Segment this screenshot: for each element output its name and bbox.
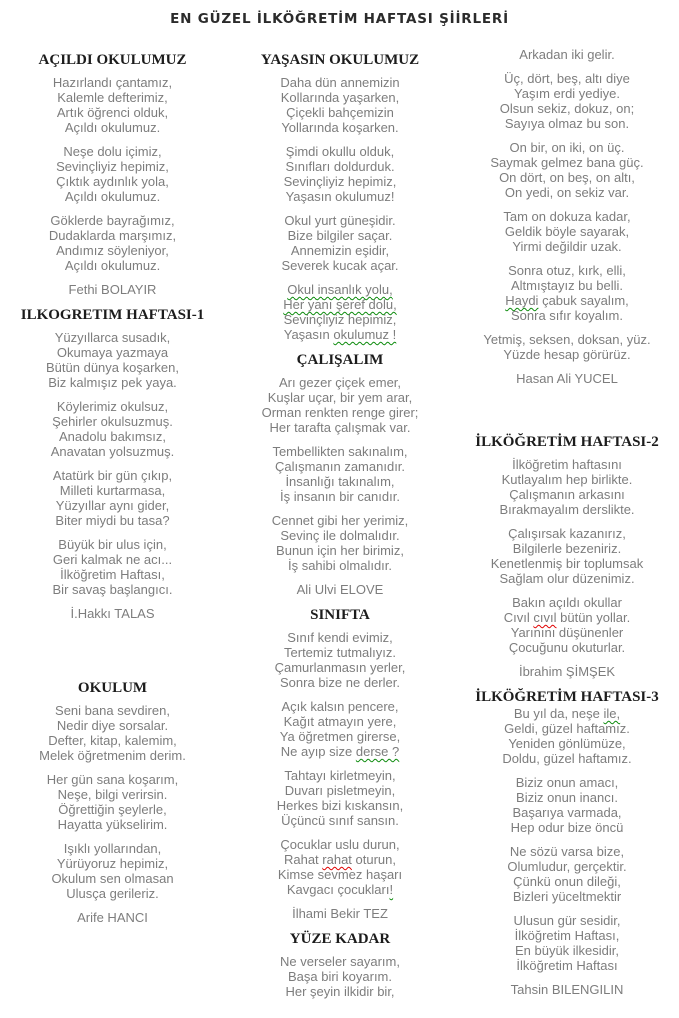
text-segment: oturun, [351,852,397,867]
poem-line: Yaşasın okulumuz! [285,189,395,204]
poem-author: İlhami Bekir TEZ [292,906,388,921]
poem-line: Seni bana sevdiren, [55,703,170,718]
poem-line: En büyük ilkesidir, [514,943,620,958]
poem-column-2 [225,47,455,1008]
poem-line: İlköğretim haftasını [512,457,622,472]
poem-line: Her şeyin ilkidir bir, [285,984,395,999]
stanza [455,844,679,904]
stanza [0,330,225,390]
poem-line: Olsun sekiz, dokuz, on; [499,101,635,116]
poem-line: Açık kalsın pencere, [281,699,399,714]
poem-line: Açıldı okulumuz. [64,120,161,135]
poem-line: Bütün dünya koşarken, [46,360,179,375]
poem-line: Neşe dolu içimiz, [63,144,162,159]
stanza [455,526,679,586]
poem-line: Annemizin eşidir, [290,243,390,258]
stanza [0,399,225,459]
stanza [0,703,225,763]
poem-line: Biziz onun amacı, [515,775,619,790]
poem-line: Olumludur, gerçektir. [507,859,627,874]
poem-line: Çıktık aydınlık yola, [56,174,169,189]
stanza [0,213,225,273]
stanza [225,513,455,573]
stanza [455,706,679,766]
poem-line: Okumaya yazmaya [56,345,169,360]
spellcheck-green-underline: Haydi [505,293,539,308]
poem-line: Anadolu bakımsız, [59,429,166,444]
text-segment: Bu yıl da, neşe [513,706,604,721]
poem-line: Açıldı okulumuz. [64,258,161,273]
poem-line: Büyük bir ulus için, [58,537,167,552]
poem-line: Yüzde hesap görürüz. [503,347,631,362]
stanza [225,699,455,759]
poem-author: Arife HANCI [77,910,148,925]
poem-line: Artık öğrenci olduk, [56,105,169,120]
poem-line: Tertemiz tutmalıyız. [284,645,396,660]
spacer [0,630,225,675]
text-segment: Kavgacı çocukları [286,882,390,897]
poem-line [455,293,679,308]
poem-line [225,327,455,342]
poem-author: İ.Hakkı TALAS [70,606,155,621]
poem-line [225,297,455,312]
poem-line: Tembellikten sakınalım, [272,444,408,459]
poem-title: SINIFTA [310,607,370,623]
spellcheck-green-underline: ! [389,882,394,897]
poem-line [225,852,455,867]
poem-line: Bunun için her birimiz, [276,543,404,558]
poem-line: Bırakmayalım derslikte. [499,502,635,517]
stanza [225,768,455,828]
poem-line: Sağlam olur düzenimiz. [499,571,635,586]
spellcheck-green-underline: Her yanı şeref dolu, [283,297,397,312]
spellcheck-green-underline: ile, [603,706,621,721]
poem-author: Tahsin BILENGILIN [510,982,624,997]
poem-line: İş sahibi olmalıdır. [287,558,393,573]
poem-line: Bilgilerle bezeniriz. [512,541,622,556]
poem-line: Biter miydi bu tasa? [55,513,170,528]
poem-title: AÇILDI OKULUMUZ [38,52,187,68]
poem-title: YAŞASIN OKULUMUZ [260,52,420,68]
poem-line: Melek öğretmenim derim. [39,748,186,763]
poem-line: Çamurlanmasın yerler, [274,660,406,675]
text-segment: Rahat [283,852,323,867]
poem-line: Bizleri yüceltmektir [512,889,622,904]
stanza [0,468,225,528]
poem-line: Sonra otuz, kırk, elli, [508,263,626,278]
poem-line: Öğrettiğin şeylerle, [58,802,167,817]
stanza [455,913,679,973]
poem-author: Fethi BOLAYIR [68,282,157,297]
stanza [455,47,679,62]
poem-line: Çiçekli bahçemizin [286,105,394,120]
poem-line: Üç, dört, beş, altı diye [504,71,630,86]
poem-line: Yüzyıllar aynı gider, [55,498,170,513]
poem-line: Geldi, güzel haftamız. [504,721,630,736]
stanza [455,263,679,323]
poem-line: Tahtayı kirletmeyin, [284,768,396,783]
poem-line [225,882,455,897]
poem-line: İlköğretim Haftası [516,958,618,973]
poem-line: Nedir diye sorsalar. [56,718,169,733]
poem-line: Yüzyıllarca susadık, [54,330,171,345]
poem-line: Yeniden gönlümüze, [508,736,626,751]
poem-line: Bakın açıldı okullar [512,595,622,610]
poem-author: Ali Ulvi ELOVE [296,582,384,597]
poem-line: Çocuklar uslu durun, [280,837,400,852]
poem-line: Defter, kitap, kalemim, [48,733,177,748]
poem-line: Geldik böyle sayarak, [504,224,630,239]
poem-line: Arı gezer çiçek emer, [278,375,402,390]
poem-author: Hasan Ali YUCEL [516,371,618,386]
poem-line: Doldu, güzel haftamız. [502,751,632,766]
poem-line: Arkadan iki gelir. [519,47,615,62]
stanza [455,71,679,131]
poem-line: Işıklı yollarından, [63,841,162,856]
poem-line: Sonra sıfır koyalım. [511,308,623,323]
poem-line: Severek kucak açar. [281,258,399,273]
poem-line: On yedi, on sekiz var. [504,185,630,200]
poem-line [225,282,455,297]
stanza [455,332,679,362]
poem-line: Anavatan yolsuzmuş. [50,444,175,459]
poem-title: YÜZE KADAR [289,931,391,947]
poem-line: Şehirler okulsuzmuş. [52,414,173,429]
poem-author: İbrahim ŞİMŞEK [518,664,616,679]
poem-line: Atatürk bir gün çıkıp, [52,468,173,483]
poem-line: Sevinçliyiz hepimiz, [56,159,169,174]
poem-line: Başarıya varmada, [512,805,622,820]
poem-line: Kenetlenmiş bir toplumsak [490,556,644,571]
poem-line [455,610,679,625]
text-segment: Ne ayıp size [280,744,356,759]
stanza [0,772,225,832]
spellcheck-green-underline: Okul insanlık yolu, [287,282,393,297]
stanza [225,282,455,342]
poem-title: OKULUM [77,680,148,696]
poem-column-1 [0,47,225,934]
spellcheck-red-underline: cıvıl [533,610,557,625]
poem-line: Sevinçliyiz hepimiz, [283,312,397,327]
stanza [225,144,455,204]
poem-line: Üçüncü sınıf sansın. [281,813,399,828]
poem-line: Kimse sevmez haşarı [277,867,403,882]
poem-line: Ulusça gerileriz. [66,886,159,901]
stanza [225,75,455,135]
poem-line: Ne sözü varsa bize, [509,844,625,859]
poem-line: Sevinç ile dolmalıdır. [280,528,400,543]
poem-line: Şimdi okullu olduk, [285,144,395,159]
poem-line: Her gün sana koşarım, [46,772,179,787]
stanza [225,213,455,273]
poem-line: Yaşım erdi yediye. [514,86,620,101]
poem-line: Milleti kurtarmasa, [59,483,166,498]
poem-line: Sayıya olmaz bu son. [504,116,630,131]
spacer [455,395,679,429]
poem-line: Her tarafta çalışmak var. [269,420,411,435]
poem-line: İlköğretim Haftası, [514,928,620,943]
poem-line: Saymak gelmez bana güç. [490,155,644,170]
poem-line: Yirmi değildir uzak. [512,239,622,254]
stanza [455,595,679,655]
poem-line: Göklerde bayrağımız, [50,213,175,228]
poem-line: Kollarında yaşarken, [280,90,400,105]
poem-line: Cennet gibi her yerimiz, [271,513,409,528]
poem-line: Çünkü onun dileği, [513,874,621,889]
poem-line: Kuşlar uçar, bir yem arar, [267,390,413,405]
poem-line: Andımız söyleniyor, [56,243,169,258]
spellcheck-green-underline: okulumuz ! [333,327,397,342]
poem-line: Yürüyoruz hepimiz, [56,856,169,871]
poem-line: Ya öğretmen girerse, [279,729,401,744]
poem-line [455,706,679,721]
stanza [455,140,679,200]
poem-line: Daha dün annemizin [280,75,400,90]
stanza [225,954,455,999]
poem-line: On bir, on iki, on üç. [509,140,625,155]
poem-columns [0,47,679,1008]
poem-line: Sevinçliyiz hepimiz, [283,174,397,189]
poem-line: Yollarında koşarken. [281,120,399,135]
poem-line: Hayatta yükselirim. [57,817,168,832]
text-segment: Cıvıl [503,610,534,625]
text-segment: çabuk sayalım, [538,293,629,308]
poem-line: Biz kalmışız pek yaya. [48,375,177,390]
page-header [0,0,679,47]
poem-line: Bir savaş başlangıcı. [52,582,173,597]
page-title: EN GÜZEL İLKÖĞRETİM HAFTASI ŞİİRLERİ [170,11,509,27]
stanza [455,457,679,517]
stanza [225,375,455,435]
poem-line: Sonra bize ne derler. [280,675,400,690]
poem-line: Okul yurt güneşidir. [284,213,396,228]
poem-line: Çalışmanın arkasını [509,487,625,502]
poem-line: İş insanın bir canıdır. [280,489,400,504]
poem-line: Sınıfları doldurduk. [285,159,395,174]
poem-line: Orman renkten renge girer; [261,405,419,420]
poem-line: Bize bilgiler saçar. [287,228,393,243]
poem-title: İLKÖĞRETİM HAFTASI-2 [475,434,659,450]
poem-line: İlköğretim Haftası, [60,567,165,582]
spellcheck-red-underline: rahat [322,852,352,867]
poem-title: İLKÖĞRETİM HAFTASI-3 [475,689,659,705]
poem-line: Hazırlandı çantamız, [52,75,173,90]
stanza [0,537,225,597]
poem-line: Ulusun gür sesidir, [513,913,621,928]
poem-line: Çalışmanın zamanıdır. [274,459,406,474]
poem-line: Neşe, bilgi verirsin. [57,787,168,802]
stanza [0,144,225,204]
poem-line: Kağıt atmayın yere, [283,714,397,729]
text-segment: Yaşasın [283,327,334,342]
stanza [225,444,455,504]
poem-line: Biziz onun inancı. [516,790,618,805]
stanza [455,209,679,254]
poem-line: Dudaklarda marşımız, [48,228,177,243]
poem-line: Başa biri koyarım. [287,969,393,984]
poem-column-3 [455,47,679,1006]
poem-line: On dört, on beş, on altı, [499,170,635,185]
stanza [0,75,225,135]
spellcheck-green-underline: derse ? [355,744,400,759]
poem-line: Köylerimiz okulsuz, [56,399,169,414]
poem-line: Herkes bizi kıskansın, [276,798,404,813]
poem-line: Yetmiş, seksen, doksan, yüz. [483,332,651,347]
poem-title: ÇALIŞALIM [296,352,384,368]
poem-title: ILKOGRETIM HAFTASI-1 [20,307,205,323]
stanza [0,841,225,901]
poem-line: Açıldı okulumuz. [64,189,161,204]
poem-line: Okulum sen olmasan [51,871,174,886]
poem-line: Yarınını düşünenler [510,625,624,640]
stanza [455,775,679,835]
stanza [225,837,455,897]
poem-line [225,744,455,759]
poem-line: Duvarı pisletmeyin, [284,783,396,798]
text-segment: bütün yollar. [556,610,631,625]
poem-line: Kutlayalım hep birlikte. [501,472,633,487]
poem-line: Kalemle defterimiz, [57,90,168,105]
poem-line: Çalışırsak kazanırız, [508,526,626,541]
poem-line: Ne verseler sayarım, [280,954,400,969]
poem-line: Geri kalmak ne acı... [52,552,173,567]
stanza [225,630,455,690]
poem-line: Altmıştayız bu belli. [511,278,623,293]
poem-line: Çocuğunu okuturlar. [508,640,626,655]
poem-line: İnsanlığı takınalım, [285,474,395,489]
poem-line: Tam on dokuza kadar, [503,209,631,224]
poem-line: Sınıf kendi evimiz, [287,630,393,645]
poem-line: Hep odur bize öncü [510,820,624,835]
